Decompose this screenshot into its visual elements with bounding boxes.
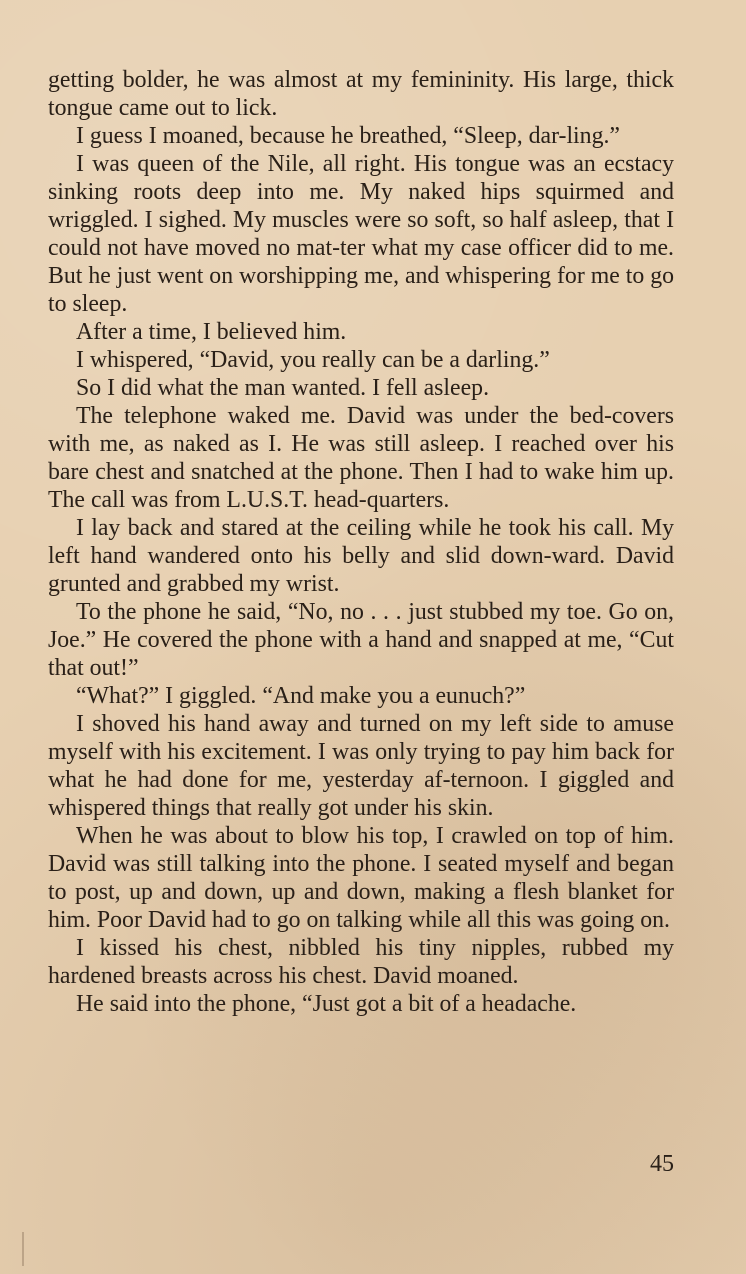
paragraph-9: To the phone he said, “No, no . . . just stubbed my toe. Go on, Joe.” He covered the phone with a hand and snapped at me, “Cut that out!”: [48, 599, 674, 681]
page-number: 45: [650, 1151, 674, 1177]
paragraph-7: The telephone waked me. David was under the bed-covers with me, as naked as I. He was still asleep. I reached over his bare chest and snatched at the phone. Then I had to wake him up. The call was from L.U.S.T. head-quarters.: [48, 403, 674, 513]
paragraph-11: I shoved his hand away and turned on my left side to amuse myself with his excitement. I was only trying to pay him back for what he had done for me, yesterday af-ternoon. I giggled and whispered things that really got under his skin.: [48, 711, 674, 821]
paragraph-1: getting bolder, he was almost at my femininity. His large, thick tongue came out to lick.: [48, 67, 674, 121]
paragraph-12: When he was about to blow his top, I crawled on top of him. David was still talking into the phone. I seated myself and began to post, up and down, up and down, making a flesh blanket for him. Poor David had to go on talking while all this was going on.: [48, 823, 674, 933]
page-text: [48, 66, 674, 1018]
paragraph-14: He said into the phone, “Just got a bit of a headache.: [76, 991, 577, 1017]
paragraph-2: I guess I moaned, because he breathed, “Sleep, dar-ling.”: [76, 123, 620, 149]
paragraph-5: I whispered, “David, you really can be a darling.”: [76, 347, 550, 373]
paragraph-13: I kissed his chest, nibbled his tiny nipples, rubbed my hardened breasts across his chest. David moaned.: [48, 935, 674, 989]
paragraph-4: After a time, I believed him.: [76, 319, 347, 345]
paragraph-8: I lay back and stared at the ceiling while he took his call. My left hand wandered onto his belly and slid down-ward. David grunted and grabbed my wrist.: [48, 515, 674, 597]
paper-edge-mark: [22, 1232, 24, 1266]
paragraph-3: I was queen of the Nile, all right. His tongue was an ecstacy sinking roots deep into me. My naked hips squirmed and wriggled. I sighed. My muscles were so soft, so half asleep, that I could not have moved no mat-ter what my case officer did to me. But he just went on worshipping me, and whispering for me to go to sleep.: [48, 151, 674, 317]
paragraph-6: So I did what the man wanted. I fell asleep.: [76, 375, 490, 401]
paragraph-10: “What?” I giggled. “And make you a eunuch?”: [76, 683, 526, 709]
